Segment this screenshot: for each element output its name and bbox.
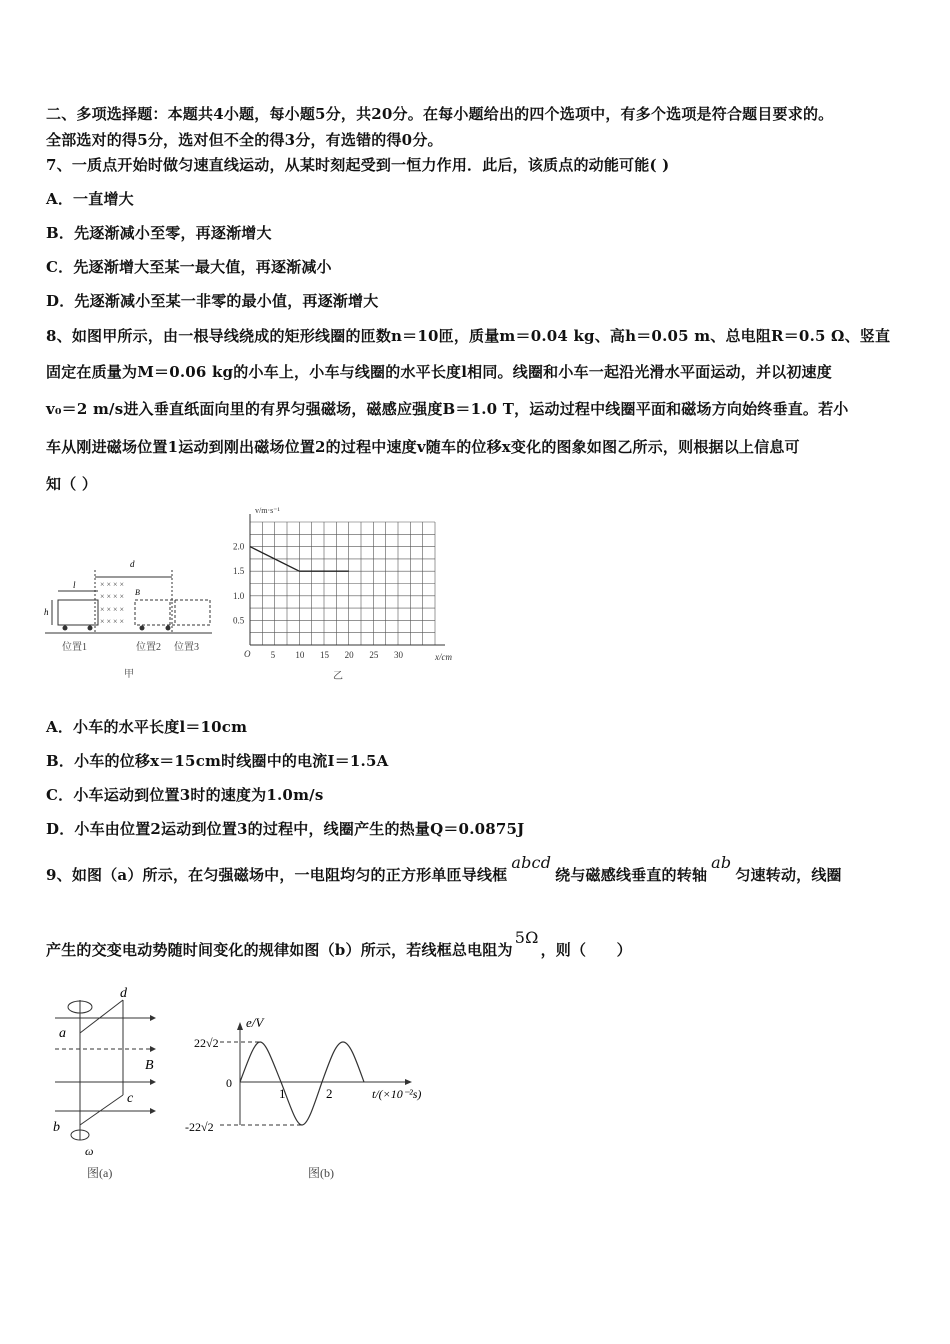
q7-option-c: C．先逐渐增大至某一最大值，再逐渐减小 [46,258,332,276]
y-tick-label: 0.5 [233,615,245,626]
figure-yi-chart [230,500,470,685]
q8-stem-line4: 车从刚进磁场位置1运动到刚出磁场位置2的过程中速度v随车的位移x变化的图象如图乙所示，则根据以上信息可 [46,438,800,456]
y-tick-label: 1.5 [233,566,245,577]
q7-option-d: D．先逐渐减小至某一非零的最小值，再逐渐增大 [46,292,379,310]
fig-b-tick-1: 1 [279,1086,286,1101]
caption-jia: 甲 [124,669,134,680]
q9-text-part3: 匀速转动，线圈 [735,866,842,884]
q7-option-b: B．先逐渐减小至零，再逐渐增大 [46,224,272,242]
svg-text:× × × ×: × × × × [100,605,125,614]
q7-stem: 7、一质点开始时做匀速直线运动，从某时刻起受到一恒力作用．此后，该质点的动能可能( ) [46,156,670,174]
q8-stem-line3: v₀＝2 m/s进入垂直纸面向里的有界匀强磁场，磁感应强度B＝1.0 T，运动过程中线圈平面和磁场方向始终垂直。若小 [46,400,849,418]
q9-text-part1: 9、如图（a）所示，在匀强磁场中，一电阻均匀的正方形单匝导线框 [46,866,508,884]
y-axis-label: v/m·s⁻¹ [255,506,280,515]
fig-b-ymin: -22√2 [185,1120,214,1134]
label-d-corner: d [120,986,127,1001]
q9-stem-line2 [46,928,632,960]
caption-a: 图(a) [87,1166,113,1180]
section-scoring: 全部选对的得5分，选对但不全的得3分，有选错的得0分。 [46,131,443,149]
label-l: l [73,580,76,590]
q8-stem-line1: 8、如图甲所示，由一根导线绕成的矩形线圈的匝数n＝10匝，质量m＝0.04 kg、高h＝0.05 m、总电阻R＝0.5 Ω、竖直 [46,327,891,345]
label-field-b: B [135,588,140,597]
x-tick-label: 5 [270,650,276,660]
fig-b-zero: 0 [226,1076,232,1090]
label-omega: ω [85,1144,94,1158]
q9-stem-line1 [46,853,842,885]
label-position-1: 位置1 [62,642,87,653]
fig-b-x-label: t/(×10⁻²s) [372,1087,422,1101]
x-tick-label: 20 [344,650,354,660]
figure-b [180,1005,450,1185]
q9-text-part2: 绕与磁感线垂直的转轴 [555,866,708,884]
x-tick-label: 15 [320,650,329,660]
section-header: 二、多项选择题：本题共4小题，每小题5分，共20分。在每小题给出的四个选项中，有多个选项是符合题目要求的。 [46,105,834,123]
label-b-corner: b [53,1120,60,1135]
math-resistance: 5Ω [514,928,539,947]
svg-text:× × × ×: × × × × [100,617,125,626]
q8-option-c: C．小车运动到位置3时的速度为1.0m/s [46,786,324,804]
svg-text:× × × ×: × × × × [100,580,125,589]
math-ab: ab [711,853,732,872]
label-position-3: 位置3 [174,642,199,653]
label-a-corner: a [59,1026,66,1041]
q8-stem-line5: 知（ ） [46,475,98,493]
fig-b-tick-2: 2 [326,1086,333,1101]
y-tick-label: 1.0 [233,590,245,601]
x-tick-label: 10 [295,650,305,660]
y-tick-label: 2.0 [233,541,245,552]
caption-b: 图(b) [308,1166,334,1180]
q8-stem-line2: 固定在质量为M＝0.06 kg的小车上，小车与线圈的水平长度l相同。线圈和小车一起沿光滑水平面运动，并以初速度 [46,363,832,381]
q8-option-a: A．小车的水平长度l＝10cm [46,718,248,736]
q7-option-a: A．一直增大 [46,190,134,208]
label-c-corner: c [127,1091,134,1106]
x-tick-label: 30 [394,650,403,660]
caption-yi: 乙 [333,671,343,682]
fig-b-y-label: e/V [246,1015,264,1030]
label-position-2: 位置2 [136,642,161,653]
q9-text-part4: 产生的交变电动势随时间变化的规律如图（b）所示，若线框总电阻为 [46,941,513,959]
q8-option-b: B．小车的位移x＝15cm时线圈中的电流I＝1.5A [46,752,389,770]
x-tick-label: 25 [369,650,379,660]
origin-label: O [244,649,251,659]
figure-a [45,985,175,1185]
fig-b-ymax: 22√2 [194,1036,219,1050]
label-d: d [130,559,135,569]
q9-text-part5: ，则（ ） [540,941,632,959]
q8-option-d: D．小车由位置2运动到位置3的过程中，线圈产生的热量Q＝0.0875J [46,820,525,838]
svg-text:× × × ×: × × × × [100,592,125,601]
label-h: h [44,607,49,617]
math-abcd: abcd [511,853,552,872]
label-b-field: B [145,1058,154,1073]
x-axis-label: x/cm [435,652,452,662]
figure-jia [40,555,220,685]
